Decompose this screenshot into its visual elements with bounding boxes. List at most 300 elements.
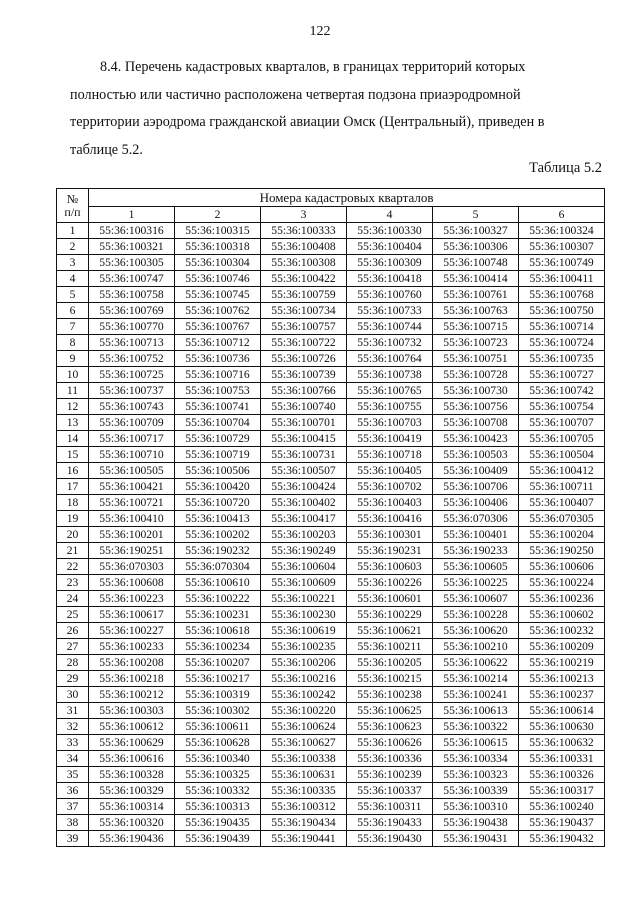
table-row <box>57 239 605 255</box>
cadastral-number-cell: 55:36:100406 <box>433 495 519 511</box>
column-number-header: 4 <box>347 207 433 223</box>
cadastral-number-cell: 55:36:100227 <box>89 623 175 639</box>
table-header-row <box>57 189 605 207</box>
cadastral-number-cell: 55:36:100610 <box>175 575 261 591</box>
cadastral-number-cell: 55:36:100623 <box>347 719 433 735</box>
row-number-cell: 23 <box>57 575 89 591</box>
table-row <box>57 735 605 751</box>
cadastral-number-cell: 55:36:100408 <box>261 239 347 255</box>
table-row <box>57 255 605 271</box>
table-row <box>57 767 605 783</box>
intro-line: полностью или частично расположена четвертая подзона приаэродромной <box>70 86 521 103</box>
row-number-cell: 30 <box>57 687 89 703</box>
cadastral-number-cell: 55:36:100322 <box>433 719 519 735</box>
table-row <box>57 639 605 655</box>
cadastral-number-cell: 55:36:100755 <box>347 399 433 415</box>
cadastral-number-cell: 55:36:070305 <box>519 511 605 527</box>
cadastral-number-cell: 55:36:100338 <box>261 751 347 767</box>
cadastral-number-cell: 55:36:100625 <box>347 703 433 719</box>
cadastral-number-cell: 55:36:100616 <box>89 751 175 767</box>
cadastral-number-cell: 55:36:100306 <box>433 239 519 255</box>
cadastral-number-cell: 55:36:100735 <box>519 351 605 367</box>
cadastral-number-cell: 55:36:100704 <box>175 415 261 431</box>
cadastral-number-cell: 55:36:190231 <box>347 543 433 559</box>
cadastral-number-cell: 55:36:100201 <box>89 527 175 543</box>
table-caption: Таблица 5.2 <box>529 160 602 176</box>
cadastral-number-cell: 55:36:100757 <box>261 319 347 335</box>
cadastral-number-cell: 55:36:100212 <box>89 687 175 703</box>
cadastral-number-cell: 55:36:100335 <box>261 783 347 799</box>
cadastral-number-cell: 55:36:100314 <box>89 799 175 815</box>
cadastral-number-cell: 55:36:100318 <box>175 239 261 255</box>
row-number-cell: 6 <box>57 303 89 319</box>
row-number-cell: 27 <box>57 639 89 655</box>
cadastral-number-cell: 55:36:100423 <box>433 431 519 447</box>
cadastral-number-cell: 55:36:100719 <box>175 447 261 463</box>
cadastral-number-cell: 55:36:100224 <box>519 575 605 591</box>
cadastral-number-cell: 55:36:100756 <box>433 399 519 415</box>
cadastral-number-cell: 55:36:100418 <box>347 271 433 287</box>
cadastral-number-cell: 55:36:100315 <box>175 223 261 239</box>
table-row <box>57 655 605 671</box>
cadastral-number-cell: 55:36:100759 <box>261 287 347 303</box>
cadastral-number-cell: 55:36:100725 <box>89 367 175 383</box>
cadastral-number-cell: 55:36:100203 <box>261 527 347 543</box>
cadastral-number-cell: 55:36:100331 <box>519 751 605 767</box>
cadastral-number-cell: 55:36:100619 <box>261 623 347 639</box>
table-row <box>57 431 605 447</box>
cadastral-number-cell: 55:36:100722 <box>261 335 347 351</box>
cadastral-number-cell: 55:36:100701 <box>261 415 347 431</box>
cadastral-number-cell: 55:36:100325 <box>175 767 261 783</box>
row-number-cell: 4 <box>57 271 89 287</box>
cadastral-number-cell: 55:36:100319 <box>175 687 261 703</box>
cadastral-number-cell: 55:36:100734 <box>261 303 347 319</box>
intro-line: таблице 5.2. <box>70 141 143 158</box>
cadastral-number-cell: 55:36:100303 <box>89 703 175 719</box>
cadastral-number-cell: 55:36:100707 <box>519 415 605 431</box>
cadastral-number-cell: 55:36:100738 <box>347 367 433 383</box>
cadastral-number-cell: 55:36:100308 <box>261 255 347 271</box>
cadastral-number-cell: 55:36:100716 <box>175 367 261 383</box>
cadastral-number-cell: 55:36:100422 <box>261 271 347 287</box>
table-row <box>57 287 605 303</box>
cadastral-number-cell: 55:36:100207 <box>175 655 261 671</box>
cadastral-number-cell: 55:36:100206 <box>261 655 347 671</box>
table-row <box>57 383 605 399</box>
row-number-cell: 5 <box>57 287 89 303</box>
row-number-cell: 9 <box>57 351 89 367</box>
table-row <box>57 543 605 559</box>
cadastral-number-cell: 55:36:100714 <box>519 319 605 335</box>
row-number-cell: 34 <box>57 751 89 767</box>
table-row <box>57 463 605 479</box>
row-number-cell: 28 <box>57 655 89 671</box>
cadastral-number-cell: 55:36:190431 <box>433 831 519 847</box>
cadastral-number-cell: 55:36:100221 <box>261 591 347 607</box>
cadastral-number-cell: 55:36:100705 <box>519 431 605 447</box>
row-number-cell: 37 <box>57 799 89 815</box>
row-number-header <box>57 189 89 223</box>
table-row <box>57 223 605 239</box>
table-row <box>57 591 605 607</box>
cadastral-number-cell: 55:36:100310 <box>433 799 519 815</box>
cadastral-number-cell: 55:36:100632 <box>519 735 605 751</box>
cadastral-number-cell: 55:36:100216 <box>261 671 347 687</box>
cadastral-number-cell: 55:36:190250 <box>519 543 605 559</box>
table-row <box>57 303 605 319</box>
cadastral-number-cell: 55:36:100405 <box>347 463 433 479</box>
cadastral-number-cell: 55:36:100732 <box>347 335 433 351</box>
cadastral-number-cell: 55:36:100742 <box>519 383 605 399</box>
cadastral-number-cell: 55:36:100736 <box>175 351 261 367</box>
cadastral-number-cell: 55:36:100301 <box>347 527 433 543</box>
table-row <box>57 447 605 463</box>
table-row <box>57 815 605 831</box>
table-row <box>57 575 605 591</box>
column-number-row <box>57 207 605 223</box>
cadastral-number-cell: 55:36:100402 <box>261 495 347 511</box>
table-row <box>57 671 605 687</box>
cadastral-number-cell: 55:36:100237 <box>519 687 605 703</box>
cadastral-number-cell: 55:36:100214 <box>433 671 519 687</box>
cadastral-number-cell: 55:36:100323 <box>433 767 519 783</box>
cadastral-number-cell: 55:36:100609 <box>261 575 347 591</box>
cadastral-number-cell: 55:36:100414 <box>433 271 519 287</box>
cadastral-number-cell: 55:36:100506 <box>175 463 261 479</box>
cadastral-number-cell: 55:36:100718 <box>347 447 433 463</box>
cadastral-number-cell: 55:36:100504 <box>519 447 605 463</box>
cadastral-number-cell: 55:36:100410 <box>89 511 175 527</box>
cadastral-number-cell: 55:36:190251 <box>89 543 175 559</box>
cadastral-number-cell: 55:36:100209 <box>519 639 605 655</box>
table-row <box>57 831 605 847</box>
row-number-cell: 35 <box>57 767 89 783</box>
table-row <box>57 335 605 351</box>
row-number-cell: 22 <box>57 559 89 575</box>
cadastral-number-cell: 55:36:100420 <box>175 479 261 495</box>
cadastral-number-cell: 55:36:100312 <box>261 799 347 815</box>
cadastral-number-cell: 55:36:100321 <box>89 239 175 255</box>
cadastral-number-cell: 55:36:100706 <box>433 479 519 495</box>
cadastral-number-cell: 55:36:100702 <box>347 479 433 495</box>
cadastral-number-cell: 55:36:100230 <box>261 607 347 623</box>
cadastral-number-cell: 55:36:100753 <box>175 383 261 399</box>
cadastral-number-cell: 55:36:100620 <box>433 623 519 639</box>
cadastral-number-cell: 55:36:100241 <box>433 687 519 703</box>
cadastral-number-cell: 55:36:100618 <box>175 623 261 639</box>
cadastral-number-cell: 55:36:100217 <box>175 671 261 687</box>
cadastral-number-cell: 55:36:100324 <box>519 223 605 239</box>
column-number-header: 5 <box>433 207 519 223</box>
cadastral-number-cell: 55:36:190434 <box>261 815 347 831</box>
cadastral-number-cell: 55:36:190433 <box>347 815 433 831</box>
row-number-cell: 18 <box>57 495 89 511</box>
cadastral-number-cell: 55:36:100768 <box>519 287 605 303</box>
cadastral-number-cell: 55:36:100713 <box>89 335 175 351</box>
table-row <box>57 687 605 703</box>
row-number-cell: 7 <box>57 319 89 335</box>
cadastral-number-cell: 55:36:100215 <box>347 671 433 687</box>
cadastral-number-cell: 55:36:190439 <box>175 831 261 847</box>
cadastral-number-cell: 55:36:100752 <box>89 351 175 367</box>
row-number-header-top: № <box>66 191 79 206</box>
cadastral-number-cell: 55:36:100727 <box>519 367 605 383</box>
cadastral-number-cell: 55:36:100413 <box>175 511 261 527</box>
cadastral-number-cell: 55:36:100746 <box>175 271 261 287</box>
row-number-cell: 25 <box>57 607 89 623</box>
cadastral-number-cell: 55:36:100223 <box>89 591 175 607</box>
cadastral-number-cell: 55:36:100219 <box>519 655 605 671</box>
cadastral-number-cell: 55:36:100708 <box>433 415 519 431</box>
cadastral-number-cell: 55:36:100747 <box>89 271 175 287</box>
cadastral-number-cell: 55:36:190430 <box>347 831 433 847</box>
cadastral-number-cell: 55:36:100327 <box>433 223 519 239</box>
cadastral-number-cell: 55:36:100770 <box>89 319 175 335</box>
cadastral-number-cell: 55:36:190432 <box>519 831 605 847</box>
cadastral-number-cell: 55:36:100721 <box>89 495 175 511</box>
cadastral-number-cell: 55:36:190437 <box>519 815 605 831</box>
row-number-cell: 19 <box>57 511 89 527</box>
cadastral-number-cell: 55:36:190435 <box>175 815 261 831</box>
cadastral-number-cell: 55:36:100608 <box>89 575 175 591</box>
cadastral-number-cell: 55:36:100737 <box>89 383 175 399</box>
cadastral-number-cell: 55:36:100724 <box>519 335 605 351</box>
table-row <box>57 751 605 767</box>
cadastral-number-cell: 55:36:100751 <box>433 351 519 367</box>
cadastral-number-cell: 55:36:100417 <box>261 511 347 527</box>
cadastral-number-cell: 55:36:100723 <box>433 335 519 351</box>
cadastral-number-cell: 55:36:100234 <box>175 639 261 655</box>
intro-line: 8.4. Перечень кадастровых кварталов, в границах территорий которых <box>100 59 526 75</box>
cadastral-number-cell: 55:36:100337 <box>347 783 433 799</box>
cadastral-number-cell: 55:36:100407 <box>519 495 605 511</box>
table-row <box>57 607 605 623</box>
cadastral-number-cell: 55:36:190438 <box>433 815 519 831</box>
cadastral-number-cell: 55:36:100326 <box>519 767 605 783</box>
cadastral-number-cell: 55:36:100617 <box>89 607 175 623</box>
cadastral-number-cell: 55:36:100630 <box>519 719 605 735</box>
row-number-cell: 3 <box>57 255 89 271</box>
cadastral-number-cell: 55:36:100728 <box>433 367 519 383</box>
cadastral-number-cell: 55:36:100235 <box>261 639 347 655</box>
cadastral-number-cell: 55:36:100401 <box>433 527 519 543</box>
cadastral-number-cell: 55:36:100731 <box>261 447 347 463</box>
cadastral-number-cell: 55:36:100403 <box>347 495 433 511</box>
cadastral-number-cell: 55:36:100239 <box>347 767 433 783</box>
row-number-cell: 31 <box>57 703 89 719</box>
cadastral-number-cell: 55:36:070306 <box>433 511 519 527</box>
cadastral-number-cell: 55:36:100222 <box>175 591 261 607</box>
cadastral-number-cell: 55:36:100614 <box>519 703 605 719</box>
table-row <box>57 495 605 511</box>
cadastral-number-cell: 55:36:100330 <box>347 223 433 239</box>
page-number: 122 <box>309 24 331 39</box>
row-number-cell: 14 <box>57 431 89 447</box>
table-row <box>57 719 605 735</box>
cadastral-number-cell: 55:36:100415 <box>261 431 347 447</box>
cadastral-number-cell: 55:36:100329 <box>89 783 175 799</box>
cadastral-number-cell: 55:36:100764 <box>347 351 433 367</box>
table-row <box>57 527 605 543</box>
cadastral-number-cell: 55:36:100622 <box>433 655 519 671</box>
cadastral-number-cell: 55:36:100421 <box>89 479 175 495</box>
cadastral-number-cell: 55:36:100236 <box>519 591 605 607</box>
column-number-header: 2 <box>175 207 261 223</box>
cadastral-number-cell: 55:36:100605 <box>433 559 519 575</box>
row-number-cell: 10 <box>57 367 89 383</box>
cadastral-number-cell: 55:36:100204 <box>519 527 605 543</box>
column-number-header: 6 <box>519 207 605 223</box>
cadastral-number-cell: 55:36:100717 <box>89 431 175 447</box>
cadastral-number-cell: 55:36:100332 <box>175 783 261 799</box>
cadastral-number-cell: 55:36:100720 <box>175 495 261 511</box>
row-number-cell: 39 <box>57 831 89 847</box>
cadastral-number-cell: 55:36:190436 <box>89 831 175 847</box>
cadastral-number-cell: 55:36:100229 <box>347 607 433 623</box>
cadastral-number-cell: 55:36:100411 <box>519 271 605 287</box>
cadastral-number-cell: 55:36:100231 <box>175 607 261 623</box>
row-number-cell: 29 <box>57 671 89 687</box>
row-number-header-bottom: п/п <box>64 204 81 219</box>
cadastral-number-cell: 55:36:100505 <box>89 463 175 479</box>
cadastral-quarters-table <box>56 188 605 847</box>
cadastral-number-cell: 55:36:100233 <box>89 639 175 655</box>
cadastral-number-cell: 55:36:100302 <box>175 703 261 719</box>
cadastral-number-cell: 55:36:100629 <box>89 735 175 751</box>
table-row <box>57 783 605 799</box>
cadastral-number-cell: 55:36:100741 <box>175 399 261 415</box>
cadastral-number-cell: 55:36:100761 <box>433 287 519 303</box>
cadastral-number-cell: 55:36:100748 <box>433 255 519 271</box>
cadastral-number-cell: 55:36:070304 <box>175 559 261 575</box>
table-row <box>57 799 605 815</box>
cadastral-number-cell: 55:36:100333 <box>261 223 347 239</box>
cadastral-number-cell: 55:36:100703 <box>347 415 433 431</box>
cadastral-number-cell: 55:36:100745 <box>175 287 261 303</box>
row-number-cell: 38 <box>57 815 89 831</box>
row-number-cell: 13 <box>57 415 89 431</box>
cadastral-number-cell: 55:36:100709 <box>89 415 175 431</box>
cadastral-number-cell: 55:36:100602 <box>519 607 605 623</box>
cadastral-number-cell: 55:36:100208 <box>89 655 175 671</box>
cadastral-number-cell: 55:36:100754 <box>519 399 605 415</box>
cadastral-number-cell: 55:36:100769 <box>89 303 175 319</box>
row-number-cell: 20 <box>57 527 89 543</box>
cadastral-number-cell: 55:36:190232 <box>175 543 261 559</box>
cadastral-number-cell: 55:36:100606 <box>519 559 605 575</box>
cadastral-number-cell: 55:36:190233 <box>433 543 519 559</box>
cadastral-number-cell: 55:36:100631 <box>261 767 347 783</box>
row-number-cell: 12 <box>57 399 89 415</box>
cadastral-number-cell: 55:36:100749 <box>519 255 605 271</box>
cadastral-number-cell: 55:36:100311 <box>347 799 433 815</box>
cadastral-number-cell: 55:36:100305 <box>89 255 175 271</box>
cadastral-number-cell: 55:36:100218 <box>89 671 175 687</box>
table-row <box>57 511 605 527</box>
cadastral-number-cell: 55:36:100763 <box>433 303 519 319</box>
cadastral-number-cell: 55:36:100419 <box>347 431 433 447</box>
cadastral-number-cell: 55:36:100232 <box>519 623 605 639</box>
cadastral-number-cell: 55:36:100628 <box>175 735 261 751</box>
table-row <box>57 271 605 287</box>
cadastral-number-cell: 55:36:100238 <box>347 687 433 703</box>
cadastral-number-cell: 55:36:100211 <box>347 639 433 655</box>
table-row <box>57 623 605 639</box>
cadastral-number-cell: 55:36:070303 <box>89 559 175 575</box>
cadastral-number-cell: 55:36:100739 <box>261 367 347 383</box>
cadastral-number-cell: 55:36:100765 <box>347 383 433 399</box>
row-number-cell: 1 <box>57 223 89 239</box>
row-number-cell: 2 <box>57 239 89 255</box>
cadastral-number-cell: 55:36:100220 <box>261 703 347 719</box>
row-number-cell: 8 <box>57 335 89 351</box>
table-row <box>57 415 605 431</box>
cadastral-number-cell: 55:36:100601 <box>347 591 433 607</box>
column-number-header: 3 <box>261 207 347 223</box>
cadastral-number-cell: 55:36:100316 <box>89 223 175 239</box>
cadastral-number-cell: 55:36:100409 <box>433 463 519 479</box>
cadastral-number-cell: 55:36:100604 <box>261 559 347 575</box>
cadastral-number-cell: 55:36:100225 <box>433 575 519 591</box>
cadastral-number-cell: 55:36:100760 <box>347 287 433 303</box>
cadastral-number-cell: 55:36:100767 <box>175 319 261 335</box>
cadastral-number-cell: 55:36:100317 <box>519 783 605 799</box>
cadastral-number-cell: 55:36:100766 <box>261 383 347 399</box>
row-number-cell: 15 <box>57 447 89 463</box>
cadastral-number-cell: 55:36:100304 <box>175 255 261 271</box>
cadastral-number-cell: 55:36:100627 <box>261 735 347 751</box>
row-number-cell: 16 <box>57 463 89 479</box>
cadastral-number-cell: 55:36:100743 <box>89 399 175 415</box>
row-number-cell: 11 <box>57 383 89 399</box>
cadastral-number-cell: 55:36:190249 <box>261 543 347 559</box>
cadastral-number-cell: 55:36:100339 <box>433 783 519 799</box>
cadastral-number-cell: 55:36:100710 <box>89 447 175 463</box>
cadastral-number-cell: 55:36:100242 <box>261 687 347 703</box>
cadastral-number-cell: 55:36:100507 <box>261 463 347 479</box>
row-number-cell: 36 <box>57 783 89 799</box>
cadastral-number-cell: 55:36:100228 <box>433 607 519 623</box>
intro-line: территории аэродрома гражданской авиации Омск (Центральный), приведен в <box>70 114 545 130</box>
cadastral-number-cell: 55:36:100626 <box>347 735 433 751</box>
cadastral-number-cell: 55:36:100424 <box>261 479 347 495</box>
cadastral-number-cell: 55:36:100503 <box>433 447 519 463</box>
cadastral-number-cell: 55:36:100762 <box>175 303 261 319</box>
cadastral-number-cell: 55:36:100750 <box>519 303 605 319</box>
cadastral-number-cell: 55:36:100726 <box>261 351 347 367</box>
row-number-cell: 32 <box>57 719 89 735</box>
cadastral-number-cell: 55:36:100328 <box>89 767 175 783</box>
table-row <box>57 399 605 415</box>
cadastral-number-cell: 55:36:100404 <box>347 239 433 255</box>
cadastral-number-cell: 55:36:190441 <box>261 831 347 847</box>
cadastral-number-cell: 55:36:100607 <box>433 591 519 607</box>
cadastral-number-cell: 55:36:100340 <box>175 751 261 767</box>
table-row <box>57 367 605 383</box>
cadastral-number-cell: 55:36:100336 <box>347 751 433 767</box>
column-number-header: 1 <box>89 207 175 223</box>
cadastral-number-cell: 55:36:100712 <box>175 335 261 351</box>
row-number-cell: 26 <box>57 623 89 639</box>
cadastral-number-cell: 55:36:100612 <box>89 719 175 735</box>
table-body <box>57 223 605 847</box>
row-number-cell: 17 <box>57 479 89 495</box>
cadastral-number-cell: 55:36:100226 <box>347 575 433 591</box>
cadastral-number-cell: 55:36:100758 <box>89 287 175 303</box>
table-row <box>57 703 605 719</box>
cadastral-number-cell: 55:36:100613 <box>433 703 519 719</box>
